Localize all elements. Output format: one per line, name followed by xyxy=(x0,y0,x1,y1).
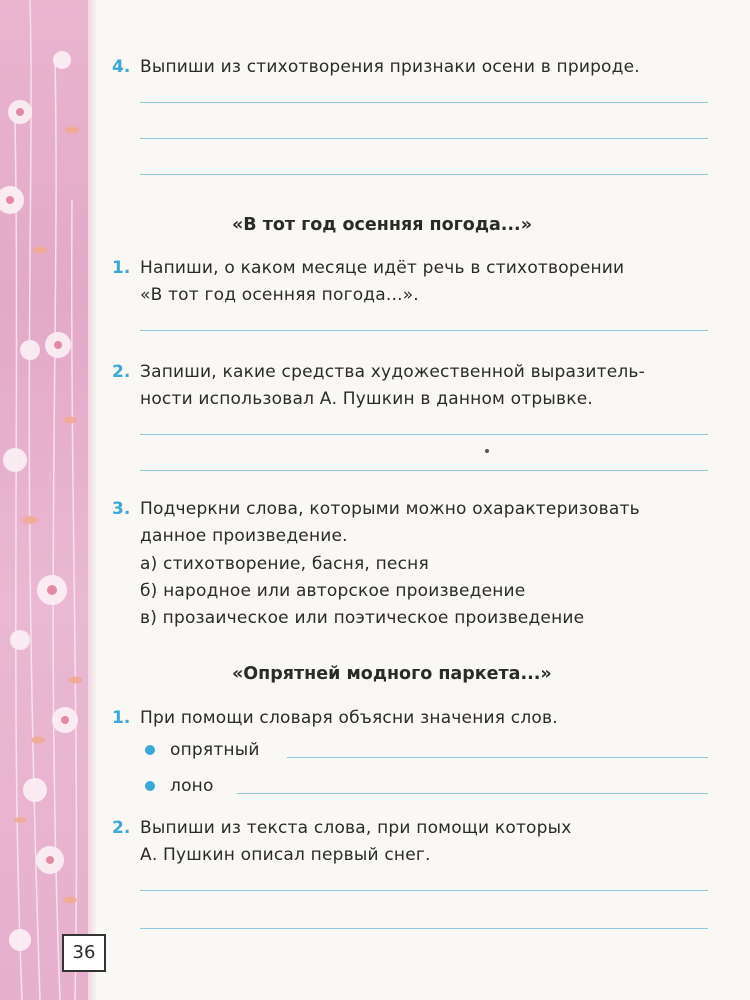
answer-line[interactable] xyxy=(140,928,708,929)
answer-line[interactable] xyxy=(140,890,708,891)
task-text: «В тот год осенняя погода...». xyxy=(140,285,419,305)
task-number: 2. xyxy=(112,818,131,838)
task-text: Напиши, о каком месяце идёт речь в стихотворении xyxy=(140,258,625,278)
answer-line[interactable] xyxy=(140,470,708,471)
task-number: 4. xyxy=(112,57,131,77)
page-number: 36 xyxy=(62,934,106,972)
stray-dot xyxy=(485,449,489,453)
flower-decoration-icon xyxy=(0,0,88,1000)
sidebar-edge xyxy=(88,0,96,1000)
answer-line[interactable] xyxy=(140,330,708,331)
task-number: 3. xyxy=(112,499,131,519)
option-c[interactable]: в) прозаическое или поэтическое произведение xyxy=(140,608,585,628)
answer-line[interactable] xyxy=(140,138,708,139)
bullet-icon xyxy=(145,781,155,791)
task-number: 2. xyxy=(112,362,131,382)
option-a[interactable]: а) стихотворение, басня, песня xyxy=(140,554,429,574)
task-number: 1. xyxy=(112,708,131,728)
task-text: А. Пушкин описал первый снег. xyxy=(140,845,431,865)
task-text: Выпиши из стихотворения признаки осени в природе. xyxy=(140,57,640,77)
section-title: «В тот год осенняя погода...» xyxy=(232,215,533,235)
answer-line[interactable] xyxy=(140,174,708,175)
answer-line[interactable] xyxy=(237,793,708,794)
word-label: лоно xyxy=(170,776,214,796)
answer-line[interactable] xyxy=(287,757,708,758)
task-text: Выпиши из текста слова, при помощи которых xyxy=(140,818,572,838)
answer-line[interactable] xyxy=(140,102,708,103)
bullet-icon xyxy=(145,745,155,755)
task-text: ности использовал А. Пушкин в данном отрывке. xyxy=(140,389,593,409)
task-text: данное произведение. xyxy=(140,526,348,546)
word-label: опрятный xyxy=(170,740,260,760)
option-b[interactable]: б) народное или авторское произведение xyxy=(140,581,526,601)
task-text: Запиши, какие средства художественной выразитель- xyxy=(140,362,645,382)
task-text: Подчеркни слова, которыми можно охарактеризовать xyxy=(140,499,640,519)
section-title: «Опрятней модного паркета...» xyxy=(232,664,552,684)
answer-line[interactable] xyxy=(140,434,708,435)
floral-sidebar xyxy=(0,0,88,1000)
task-number: 1. xyxy=(112,258,131,278)
task-text: При помощи словаря объясни значения слов. xyxy=(140,708,558,728)
